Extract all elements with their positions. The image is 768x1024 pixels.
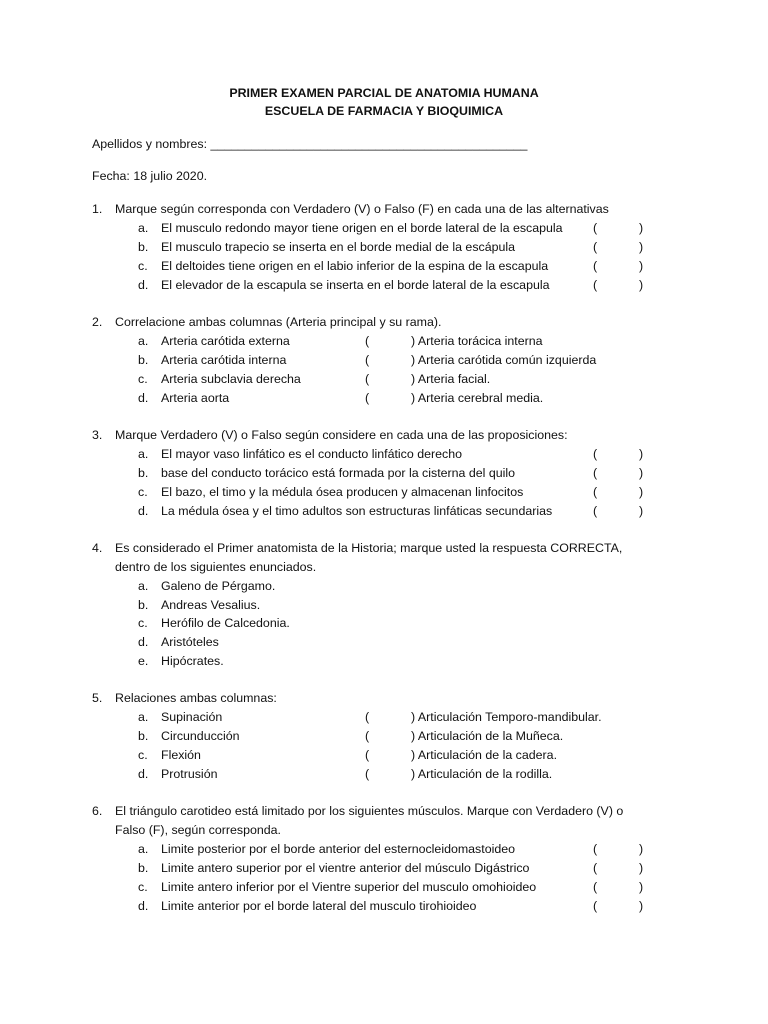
question-number: 6. [92,804,103,818]
item-letter: a. [138,334,149,348]
item-letter: c. [138,485,148,499]
question-text: Correlacione ambas columnas (Arteria principal y su rama). [115,315,442,329]
answer-paren-close: ) [639,504,644,518]
answer-paren-open: ( [365,391,370,405]
item-letter: d. [138,635,149,649]
item-letter: c. [138,880,148,894]
item-letter: b. [138,353,149,367]
question-text: Relaciones ambas columnas: [115,691,277,705]
item-letter: d. [138,504,149,518]
right-column-item: ) Arteria cerebral media. [411,391,544,405]
item-letter: a. [138,221,149,235]
item-letter: b. [138,240,149,254]
item-letter: d. [138,278,149,292]
answer-paren-open: ( [593,842,598,856]
question-text: Es considerado el Primer anatomista de la Historia; marque usted la respuesta CORRECTA, [115,541,623,555]
item-text: Limite posterior por el borde anterior del esternocleidomastoideo [161,842,516,856]
answer-paren-close: ) [639,259,644,273]
answer-paren-open: ( [593,504,598,518]
right-column-item: ) Arteria facial. [411,372,491,386]
answer-paren-close: ) [639,485,644,499]
item-letter: b. [138,861,149,875]
answer-paren-open: ( [593,259,598,273]
answer-paren-open: ( [365,372,370,386]
name-field-label: Apellidos y nombres: ______________________________________________ [92,137,528,151]
item-text: Limite antero superior por el vientre anterior del músculo Digástrico [161,861,530,875]
left-column-item: Supinación [161,710,223,724]
left-column-item: Circunducción [161,729,240,743]
left-column-item: Arteria carótida interna [161,353,287,367]
answer-paren-close: ) [639,861,644,875]
item-text: Herófilo de Calcedonia. [161,616,290,630]
answer-paren-open: ( [593,485,598,499]
right-column-item: ) Articulación de la cadera. [411,748,558,762]
item-letter: b. [138,729,149,743]
school-title: ESCUELA DE FARMACIA Y BIOQUIMICA [264,104,504,118]
date-label: Fecha: 18 julio 2020. [92,169,208,183]
item-text: Limite anterior por el borde lateral del musculo tirohioideo [161,899,477,913]
question-number: 1. [92,202,103,216]
right-column-item: ) Articulación de la rodilla. [411,767,553,781]
left-column-item: Flexión [161,748,201,762]
answer-paren-open: ( [593,240,598,254]
answer-paren-close: ) [639,240,644,254]
answer-paren-close: ) [639,880,644,894]
answer-paren-close: ) [639,842,644,856]
right-column-item: ) Arteria torácica interna [411,334,543,348]
item-text: Hipócrates. [161,654,224,668]
question-text-continued: Falso (F), según corresponda. [115,823,281,837]
item-text: Aristóteles [161,635,219,649]
answer-paren-open: ( [365,334,370,348]
left-column-item: Arteria aorta [161,391,230,405]
answer-paren-close: ) [639,899,644,913]
answer-paren-open: ( [593,899,598,913]
exam-title: PRIMER EXAMEN PARCIAL DE ANATOMIA HUMANA [229,86,539,100]
item-letter: e. [138,654,149,668]
item-letter: d. [138,391,149,405]
left-column-item: Arteria subclavia derecha [161,372,301,386]
answer-paren-open: ( [365,729,370,743]
left-column-item: Arteria carótida externa [161,334,290,348]
item-letter: a. [138,710,149,724]
item-text: El mayor vaso linfático es el conducto linfático derecho [161,447,462,461]
question-text: El triángulo carotideo está limitado por los siguientes músculos. Marque con Verdadero (V) o [115,804,624,818]
item-text: Andreas Vesalius. [161,598,261,612]
item-text: El musculo trapecio se inserta en el borde medial de la escápula [161,240,516,254]
item-letter: a. [138,447,149,461]
item-text: El deltoides tiene origen en el labio inferior de la espina de la escapula [161,259,549,273]
question-text-continued: dentro de los siguientes enunciados. [115,560,317,574]
item-letter: d. [138,767,149,781]
item-letter: b. [138,466,149,480]
answer-paren-open: ( [593,221,598,235]
item-text: base del conducto torácico está formada por la cisterna del quilo [161,466,516,480]
item-text: La médula ósea y el timo adultos son estructuras linfáticas secundarias [161,504,553,518]
answer-paren-open: ( [365,767,370,781]
item-letter: a. [138,842,149,856]
left-column-item: Protrusión [161,767,218,781]
item-letter: d. [138,899,149,913]
item-text: El elevador de la escapula se inserta en el borde lateral de la escapula [161,278,550,292]
item-text: El musculo redondo mayor tiene origen en el borde lateral de la escapula [161,221,563,235]
item-letter: c. [138,748,148,762]
question-text: Marque Verdadero (V) o Falso según considere en cada una de las proposiciones: [115,428,568,442]
answer-paren-open: ( [593,278,598,292]
question-number: 5. [92,691,103,705]
item-text: Limite antero inferior por el Vientre superior del musculo omohioideo [161,880,537,894]
item-letter: c. [138,259,148,273]
item-letter: b. [138,598,149,612]
item-letter: c. [138,372,148,386]
question-text: Marque según corresponda con Verdadero (V) o Falso (F) en cada una de las alternativas [115,202,609,216]
item-text: Galeno de Pérgamo. [161,579,276,593]
answer-paren-open: ( [365,710,370,724]
right-column-item: ) Articulación de la Muñeca. [411,729,564,743]
item-text: El bazo, el timo y la médula ósea producen y almacenan linfocitos [161,485,524,499]
answer-paren-open: ( [593,466,598,480]
answer-paren-close: ) [639,278,644,292]
answer-paren-close: ) [639,221,644,235]
answer-paren-open: ( [593,880,598,894]
answer-paren-open: ( [365,748,370,762]
right-column-item: ) Articulación Temporo-mandibular. [411,710,602,724]
item-letter: c. [138,616,148,630]
answer-paren-open: ( [365,353,370,367]
answer-paren-close: ) [639,447,644,461]
answer-paren-close: ) [639,466,644,480]
right-column-item: ) Arteria carótida común izquierda [411,353,597,367]
answer-paren-open: ( [593,861,598,875]
question-number: 3. [92,428,103,442]
question-number: 2. [92,315,103,329]
item-letter: a. [138,579,149,593]
answer-paren-open: ( [593,447,598,461]
question-number: 4. [92,541,103,555]
